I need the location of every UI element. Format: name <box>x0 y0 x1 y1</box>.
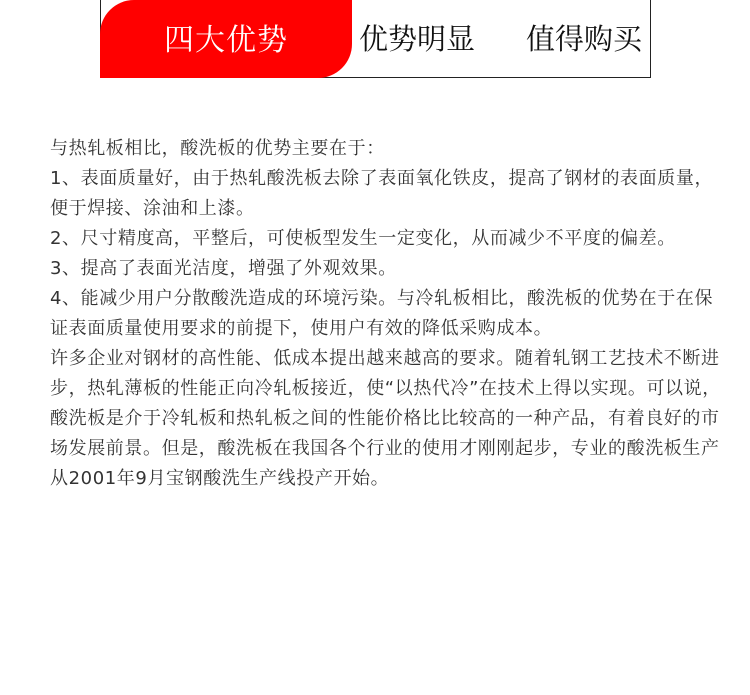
article-paragraph-summary: 许多企业对钢材的高性能、低成本提出越来越高的要求。随着轧钢工艺技术不断进步，热轧薄板的性能正向冷轧板接近，使“以热代冷”在技术上得以实现。可以说，酸洗板是介于冷轧板和热轧板之间的性能价格比比较高的一种产品，有着良好的市场发展前景。但是，酸洗板在我国各个行业的使用才刚刚起步，专业的酸洗板生产从2001年9月宝钢酸洗生产线投产开始。 <box>50 348 721 489</box>
section-banner <box>100 0 651 78</box>
article-paragraph-point-3: 3、提高了表面光洁度，增强了外观效果。 <box>50 258 397 279</box>
article-paragraph-point-1: 1、表面质量好，由于热轧酸洗板去除了表面氧化铁皮，提高了钢材的表面质量，便于焊接、涂油和上漆。 <box>50 168 714 219</box>
article-paragraph-point-2: 2、尺寸精度高，平整后，可使板型发生一定变化，从而减少不平度的偏差。 <box>50 228 676 249</box>
banner-slogan-right: 值得购买 <box>525 21 642 56</box>
banner-badge-text: 四大优势 <box>164 23 288 58</box>
banner-badge <box>100 0 352 78</box>
banner-slogan-left: 优势明显 <box>359 21 476 56</box>
banner-slogan <box>353 0 650 78</box>
article-paragraph-point-4: 4、能减少用户分散酸洗造成的环境污染。与冷轧板相比，酸洗板的优势在于在保证表面质量使用要求的前提下，使用户有效的降低采购成本。 <box>50 288 714 339</box>
article-paragraph-intro: 与热轧板相比，酸洗板的优势主要在于： <box>50 138 385 159</box>
article-body <box>50 134 730 494</box>
